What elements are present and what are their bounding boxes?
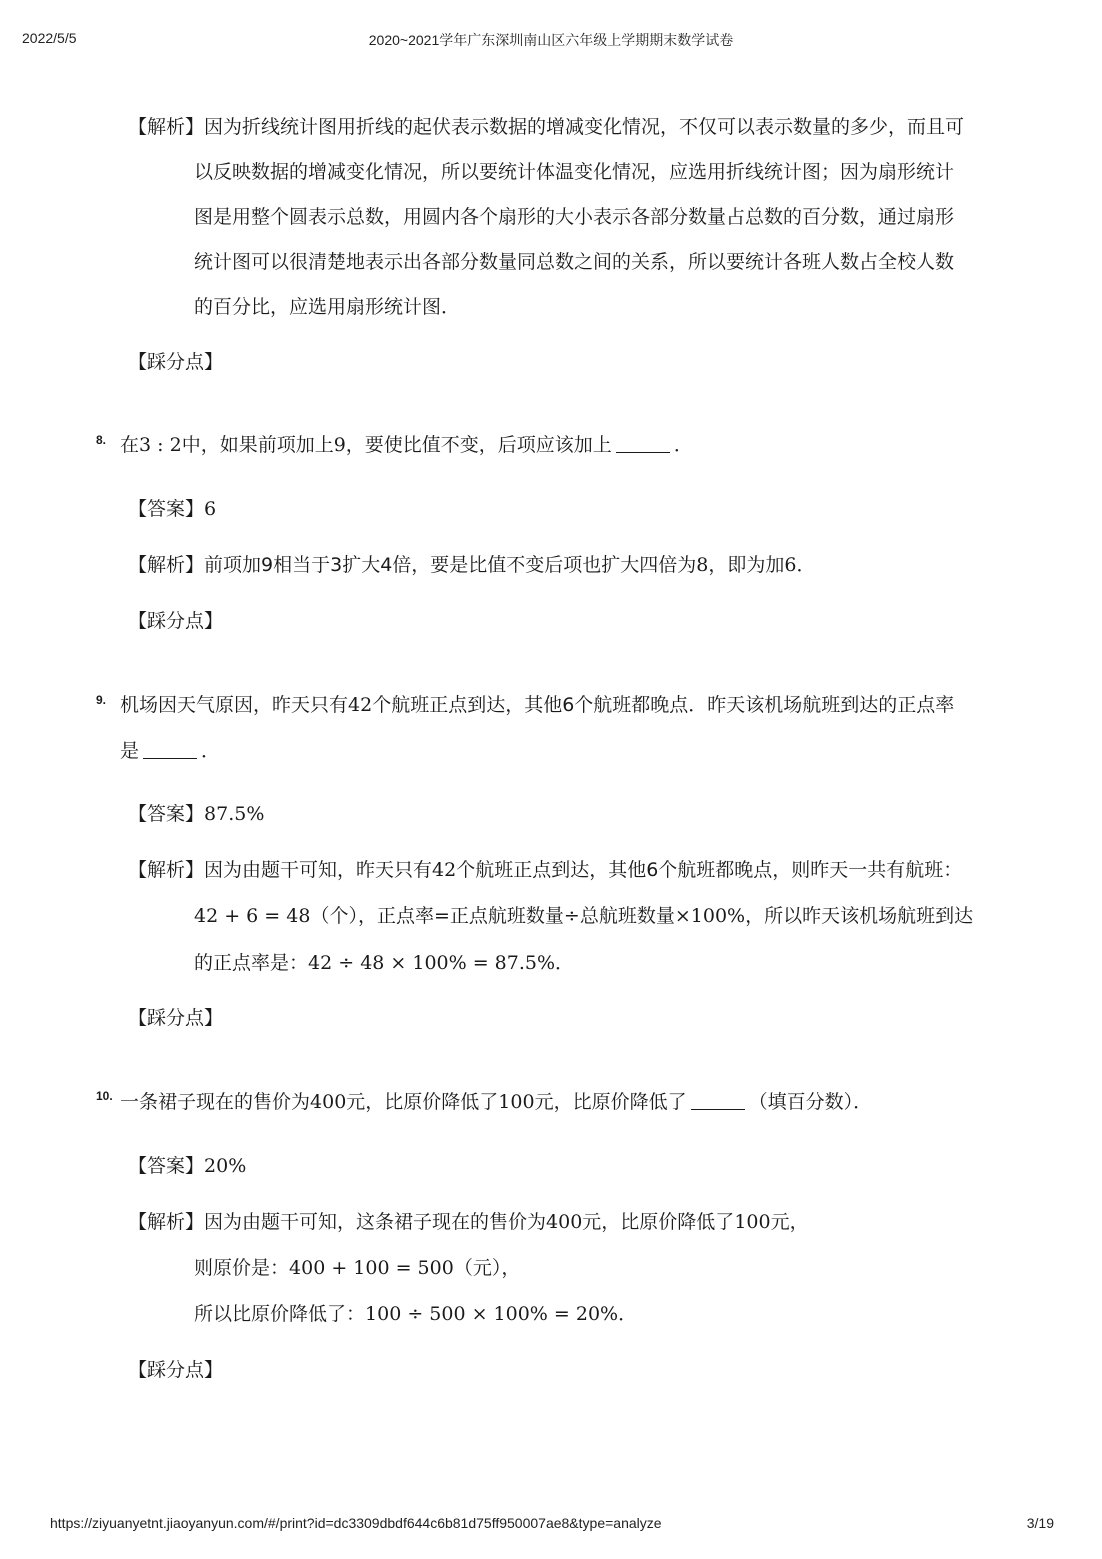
q8-points-label: 【踩分点】: [128, 610, 224, 632]
q7-points-label: 【踩分点】: [128, 351, 224, 373]
q7-analysis-line-1: 【解析】因为折线统计图用折线的起伏表示数据的增减变化情况，不仅可以表示数量的多少，而且可: [128, 116, 965, 138]
q7-analysis-line-4: 统计图可以很清楚地表示出各部分数量同总数之间的关系，所以要统计各班人数占全校人数: [194, 251, 955, 273]
page-number: 3/19: [1026, 1515, 1054, 1531]
q10-analysis-line-1: 【解析】因为由题干可知，这条裙子现在的售价为400元，比原价降低了100元，: [128, 1211, 809, 1233]
q9-question-line-1: 机场因天气原因，昨天只有42个航班正点到达，其他6个航班都晚点．昨天该机场航班到达的正点率: [120, 694, 955, 716]
q9-analysis-line-2: 42 + 6 = 48（个），正点率=正点航班数量÷总航班数量×100%，所以昨天该机场航班到达: [194, 905, 974, 927]
q8-number: 8.: [96, 433, 107, 447]
q9-answer: 【答案】87.5%: [128, 803, 265, 825]
document-title: 2020~2021学年广东深圳南山区六年级上学期期末数学试卷: [368, 32, 734, 48]
q9-number: 9.: [96, 693, 107, 707]
q9-question-line-2: 是 ．: [120, 740, 221, 762]
q9-points-label: 【踩分点】: [128, 1007, 224, 1029]
answer-blank: [691, 1093, 745, 1110]
q10-analysis-line-2: 则原价是：400 + 100 = 500（元），: [194, 1257, 521, 1279]
q8-question: 在3 : 2中，如果前项加上9，要使比值不变，后项应该加上 ．: [120, 434, 693, 456]
q9-analysis-line-3: 的正点率是：42 ÷ 48 × 100% = 87.5%．: [194, 952, 575, 974]
analysis-label: 【解析】: [128, 116, 205, 138]
q9-analysis-line-1: 【解析】因为由题干可知，昨天只有42个航班正点到达，其他6个航班都晚点，则昨天一共有航班：: [128, 859, 963, 881]
page-url: https://ziyuanyetnt.jiaoyanyun.com/#/print?id=dc3309dbdf644c6b81d75ff950007ae8&type=analyze: [50, 1515, 662, 1531]
print-date: 2022/5/5: [22, 30, 77, 46]
q10-number: 10.: [96, 1089, 113, 1103]
q7-analysis-line-5: 的百分比，应选用扇形统计图．: [194, 296, 461, 318]
q10-question: 一条裙子现在的售价为400元，比原价降低了100元，比原价降低了 （填百分数）．: [120, 1091, 873, 1113]
q8-answer: 【答案】6: [128, 498, 217, 520]
q8-analysis: 【解析】前项加9相当于3扩大4倍，要是比值不变后项也扩大四倍为8，即为加6．: [128, 554, 816, 576]
q7-analysis-line-2: 以反映数据的增减变化情况，所以要统计体温变化情况，应选用折线统计图；因为扇形统计: [194, 161, 955, 183]
answer-blank: [616, 436, 670, 453]
q10-answer: 【答案】20%: [128, 1155, 247, 1177]
q10-points-label: 【踩分点】: [128, 1359, 224, 1381]
answer-blank: [143, 742, 197, 759]
q7-analysis-line-3: 图是用整个圆表示总数，用圆内各个扇形的大小表示各部分数量占总数的百分数，通过扇形: [194, 206, 955, 228]
q10-analysis-line-3: 所以比原价降低了：100 ÷ 500 × 100% = 20%．: [194, 1303, 638, 1325]
